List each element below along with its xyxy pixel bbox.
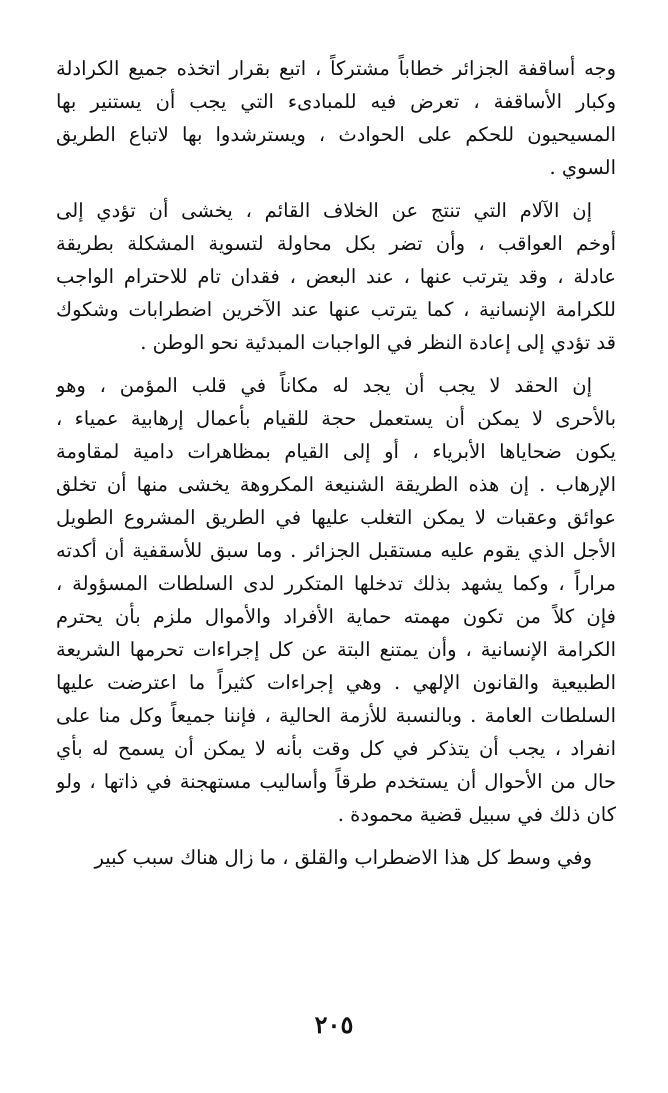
text-line: كان ذلك في سبيل قضية محمودة . bbox=[337, 803, 616, 826]
text-line: قد تؤدي إلى إعادة النظر في الواجبات المبدئية نحو الوطن . bbox=[140, 331, 616, 354]
text-line: الكرامة الإنسانية ، وأن يمتنع البتة عن كل إجراءات تحرمها الشريعة bbox=[56, 638, 616, 661]
text-line: إن الحقد لا يجب أن يجد له مكاناً في قلب المؤمن ، وهو bbox=[56, 374, 592, 397]
text-line: فإن كلاً من تكون مهمته حماية الأفراد والأموال ملزم بأن يحترم bbox=[56, 605, 616, 628]
text-line: الأجل الذي يقوم عليه مستقبل الجزائر . وما سبق للأسقفية أن أكدته bbox=[56, 539, 616, 562]
text-line: مراراً ، وكما يشهد بذلك تدخلها المتكرر لدى السلطات المسؤولة ، bbox=[56, 572, 616, 595]
text-line: إن الآلام التي تنتج عن الخلاف القائم ، يخشى أن تؤدي إلى bbox=[56, 199, 592, 222]
text-line: يكون ضحاياها الأبرياء ، أو إلى القيام بمظاهرات دامية لمقاومة bbox=[56, 440, 616, 463]
text-line: الإرهاب . إن هذه الطريقة الشنيعة المكروهة يخشى منها أن تخلق bbox=[56, 473, 616, 496]
paragraph-1 bbox=[56, 52, 616, 184]
text-line: الطبيعية والقانون الإلهي . وهي إجراءات كثيراً ما اعترضت عليها bbox=[56, 671, 616, 694]
body-text bbox=[56, 52, 616, 884]
text-line: حال من الأحوال أن يستخدم طرقاً وأساليب مستهجنة في ذاتها ، ولو bbox=[56, 770, 616, 793]
paragraph-4 bbox=[56, 841, 616, 874]
text-line: وكبار الأساقفة ، تعرض فيه للمبادىء التي يجب أن يستنير بها bbox=[56, 90, 616, 113]
text-line: بالأحرى لا يمكن أن يستعمل حجة للقيام بأعمال إرهابية عمياء ، bbox=[56, 407, 616, 430]
text-line: وجه أساقفة الجزائر خطاباً مشتركاً ، اتبع بقرار اتخذه جميع الكرادلة bbox=[56, 57, 616, 80]
text-line: وفي وسط كل هذا الاضطراب والقلق ، ما زال هناك سبب كبير bbox=[94, 846, 592, 869]
page-number: ٢٠٥ bbox=[314, 1010, 354, 1039]
text-line: للكرامة الإنسانية ، كما يترتب عنها عند الآخرين اضطرابات وشكوك bbox=[56, 298, 616, 321]
text-line: عادلة ، وقد يترتب عنها ، عند البعض ، فقدان تام للاحترام الواجب bbox=[56, 265, 616, 288]
text-line: عوائق وعقبات لا يمكن التغلب عليها في الطريق المشروع الطويل bbox=[56, 506, 616, 529]
paragraph-2 bbox=[56, 194, 616, 359]
paragraph-3 bbox=[56, 369, 616, 831]
text-line: السوي . bbox=[549, 156, 616, 179]
text-line: انفراد ، يجب أن يتذكر في كل وقت بأنه لا يمكن أن يسمح له بأي bbox=[56, 737, 616, 760]
text-line: السلطات العامة . وبالنسبة للأزمة الحالية ، فإننا جميعاً وكل منا على bbox=[56, 704, 616, 727]
text-line: أوخم العواقب ، وأن تضر بكل محاولة لتسوية المشكلة بطريقة bbox=[56, 232, 616, 255]
text-line: المسيحيون للحكم على الحوادث ، ويسترشدوا بها لاتباع الطريق bbox=[56, 123, 616, 146]
